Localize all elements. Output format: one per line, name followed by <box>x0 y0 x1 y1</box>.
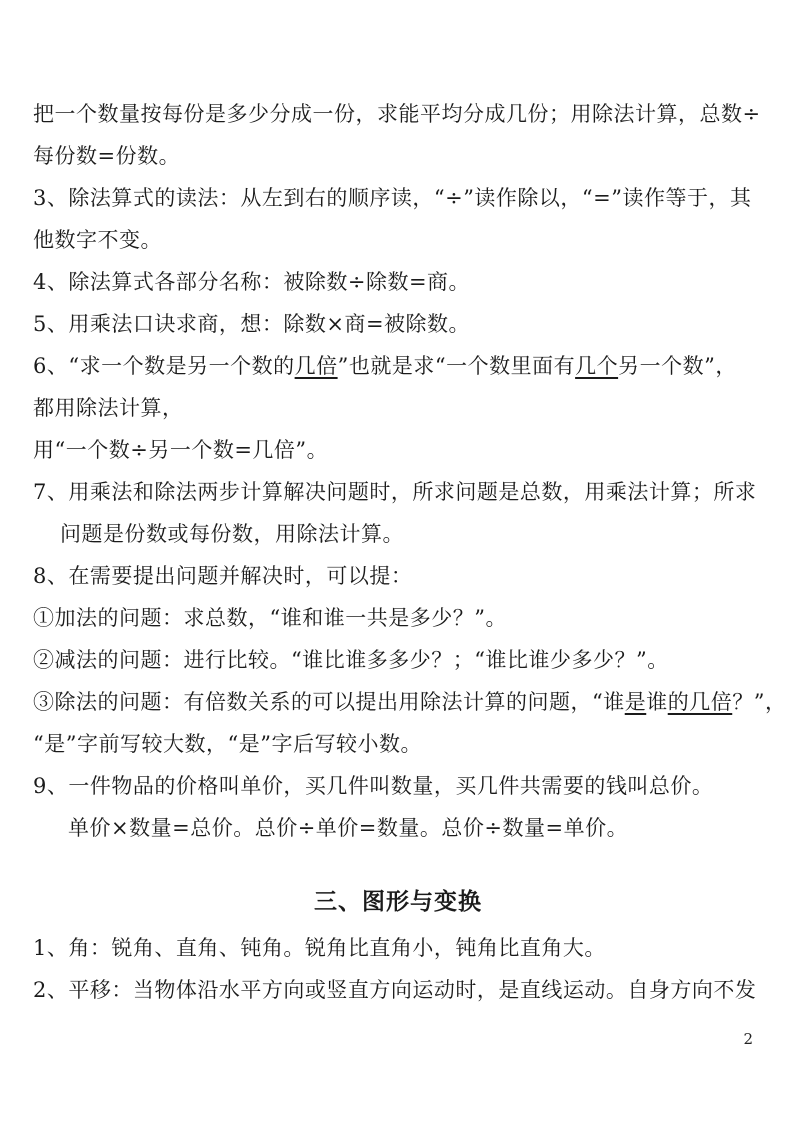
text-line <box>33 303 763 345</box>
text-segment: 另一个数”， <box>618 354 737 378</box>
text-line <box>33 471 763 513</box>
text-segment: 3、除法算式的读法：从左到右的顺序读，“÷”读作除以，“=”读作等于，其 <box>33 186 752 210</box>
section-heading <box>33 877 763 927</box>
page-number: 2 <box>743 1030 753 1048</box>
text-segment: “是”字前写较大数，“是”字后写较小数。 <box>33 732 422 756</box>
text-segment: 5、用乘法口诀求商，想：除数×商=被除数。 <box>33 312 471 336</box>
text-segment: 4、除法算式各部分名称：被除数÷除数=商。 <box>33 270 471 294</box>
text-line <box>33 219 763 261</box>
text-line <box>33 597 763 639</box>
document-body <box>33 93 787 1011</box>
text-segment: ？”， <box>732 690 787 714</box>
text-segment: 7、用乘法和除法两步计算解决问题时，所求问题是总数，用乘法计算；所求 <box>33 480 757 504</box>
underlined-text: 是 <box>624 690 647 714</box>
text-line <box>33 681 787 723</box>
text-line <box>33 765 763 807</box>
text-line <box>33 387 763 429</box>
text-line <box>33 555 763 597</box>
text-line <box>33 177 763 219</box>
blank-line <box>33 849 763 877</box>
text-segment: 谁 <box>646 690 668 714</box>
text-line <box>33 969 763 1011</box>
text-segment: 6、“求一个数是另一个数的 <box>33 354 295 378</box>
text-segment: 用“一个数÷另一个数=几倍”。 <box>33 438 329 462</box>
text-segment: ”也就是求“一个数里面有 <box>337 354 576 378</box>
underlined-text: 的几倍 <box>667 690 733 714</box>
text-segment: 都用除法计算， <box>33 396 184 420</box>
underlined-text: 几个 <box>575 354 619 378</box>
text-line <box>33 135 763 177</box>
text-segment: 他数字不变。 <box>33 228 162 252</box>
text-segment: 2、平移：当物体沿水平方向或竖直方向运动时，是直线运动。自身方向不发 <box>33 978 757 1002</box>
text-line <box>33 723 763 765</box>
text-line <box>33 927 763 969</box>
text-segment: 单价×数量=总价。总价÷单价=数量。总价÷数量=单价。 <box>68 816 629 840</box>
text-line <box>33 513 763 555</box>
text-segment: ②减法的问题：进行比较。“谁比谁多多少？；“谁比谁少多少？”。 <box>33 648 669 672</box>
text-segment: 1、角：锐角、直角、钝角。锐角比直角小，钝角比直角大。 <box>33 936 606 960</box>
text-line <box>33 429 763 471</box>
text-segment: 问题是份数或每份数，用除法计算。 <box>60 522 404 546</box>
text-line <box>33 261 763 303</box>
text-line <box>33 345 763 387</box>
text-segment: 每份数=份数。 <box>33 144 181 168</box>
text-segment: 9、一件物品的价格叫单价，买几件叫数量，买几件共需要的钱叫总价。 <box>33 774 714 798</box>
text-segment: ①加法的问题：求总数，“谁和谁一共是多少？”。 <box>33 606 507 630</box>
text-line <box>33 639 763 681</box>
underlined-text: 几倍 <box>294 354 338 378</box>
text-line <box>33 93 763 135</box>
text-segment: 把一个数量按每份是多少分成一份，求能平均分成几份；用除法计算，总数÷ <box>33 102 761 126</box>
text-segment: ③除法的问题：有倍数关系的可以提出用除法计算的问题，“谁 <box>33 690 625 714</box>
text-segment: 8、在需要提出问题并解决时，可以提： <box>33 564 413 588</box>
text-line <box>33 807 763 849</box>
text-segment: 三、图形与变换 <box>314 888 482 915</box>
